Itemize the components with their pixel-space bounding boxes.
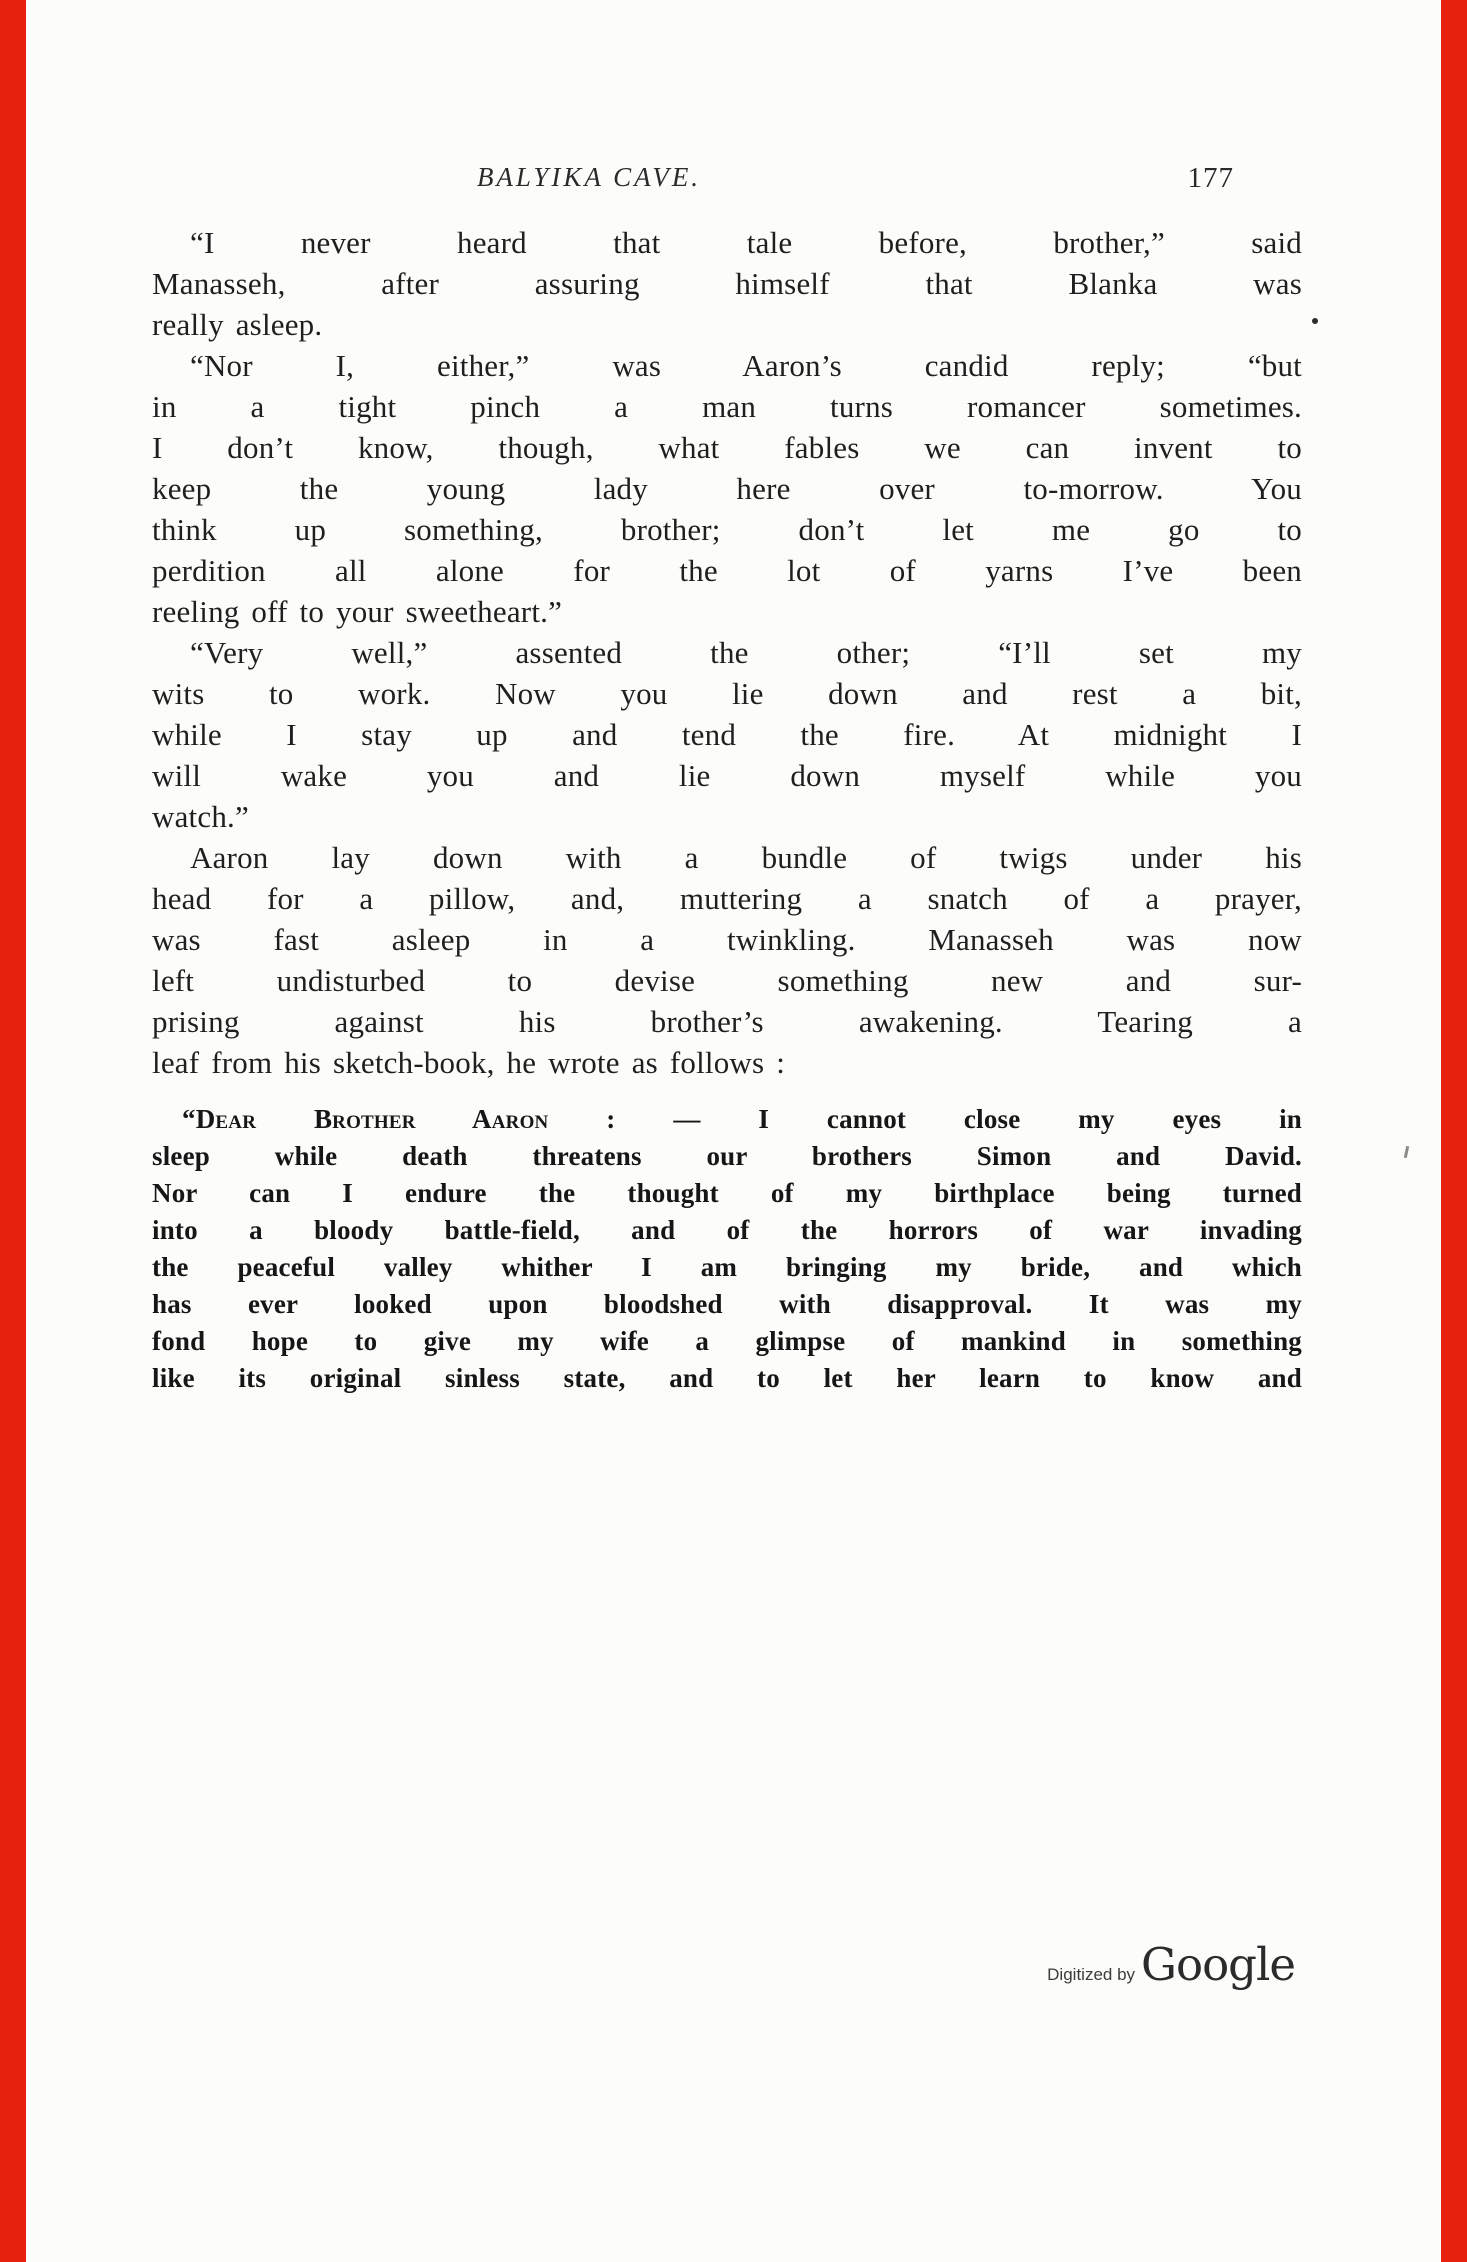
paragraph: [152, 345, 1302, 632]
ink-tick-artifact: [1404, 1146, 1409, 1158]
text-line: into a bloody battle-field, and of the horrors of war invading: [152, 1215, 1302, 1245]
page-number: 177: [1187, 162, 1234, 194]
text-line: leaf from his sketch-book, he wrote as follows :: [152, 1045, 786, 1080]
page-content: [152, 0, 1302, 1397]
text-line: has ever looked upon bloodshed with disapproval. It was my: [152, 1289, 1302, 1319]
text-line: reeling off to your sweetheart.”: [152, 594, 563, 629]
letter-paragraph: [152, 1101, 1302, 1397]
text-line: wits to work. Now you lie down and rest a bit,: [152, 676, 1302, 711]
text-line: the peaceful valley whither I am bringing my bride, and which: [152, 1252, 1302, 1282]
text-line: Nor can I endure the thought of my birthplace being turned: [152, 1178, 1302, 1208]
text-line: fond hope to give my wife a glimpse of mankind in something: [152, 1326, 1302, 1356]
text-line: Manasseh, after assuring himself that Blanka was: [152, 266, 1302, 301]
paragraph: [152, 837, 1302, 1083]
text-line: really asleep.: [152, 307, 323, 342]
paragraph: [152, 632, 1302, 837]
google-logo: Google: [1141, 1938, 1295, 1991]
text-line: watch.”: [152, 799, 249, 834]
text-line: while I stay up and tend the fire. At midnight I: [152, 717, 1302, 752]
text-line: perdition all alone for the lot of yarns I’ve been: [152, 553, 1302, 588]
text-line: in a tight pinch a man turns romancer sometimes.: [152, 389, 1302, 424]
text-line: keep the young lady here over to-morrow. You: [152, 471, 1302, 506]
text-line: left undisturbed to devise something new and sur-: [152, 963, 1302, 998]
text-line: “Nor I, either,” was Aaron’s candid reply; “but: [190, 348, 1302, 383]
footer: [1047, 1938, 1295, 1991]
text-block: [152, 222, 1302, 1397]
text-line: I don’t know, though, what fables we can invent to: [152, 430, 1302, 465]
page-title: BALYIKA CAVE.: [476, 162, 702, 192]
text-line: sleep while death threatens our brothers Simon and David.: [152, 1141, 1302, 1171]
text-line: “Dear Brother Aaron : — I cannot close my eyes in: [182, 1104, 1302, 1134]
digitized-by-label: Digitized by: [1047, 1965, 1136, 1984]
paragraph: [152, 222, 1302, 345]
text-line: “I never heard that tale before, brother,” said: [190, 225, 1302, 260]
text-line: will wake you and lie down myself while you: [152, 758, 1302, 793]
ink-dot-artifact: [1312, 318, 1318, 324]
text-line: Aaron lay down with a bundle of twigs under his: [190, 840, 1302, 875]
text-line: was fast asleep in a twinkling. Manasseh was now: [152, 922, 1302, 957]
text-line: prising against his brother’s awakening. Tearing a: [152, 1004, 1302, 1039]
book-edge-right: [1441, 0, 1467, 2262]
text-line: “Very well,” assented the other; “I’ll set my: [190, 635, 1302, 670]
book-edge-left: [0, 0, 26, 2262]
text-line: think up something, brother; don’t let me go to: [152, 512, 1302, 547]
text-line: head for a pillow, and, muttering a snatch of a prayer,: [152, 881, 1302, 916]
small-caps-text: “Dear Brother Aaron :: [182, 1104, 616, 1134]
text-line: like its original sinless state, and to let her learn to know and: [152, 1363, 1302, 1393]
running-header: [152, 162, 1302, 196]
